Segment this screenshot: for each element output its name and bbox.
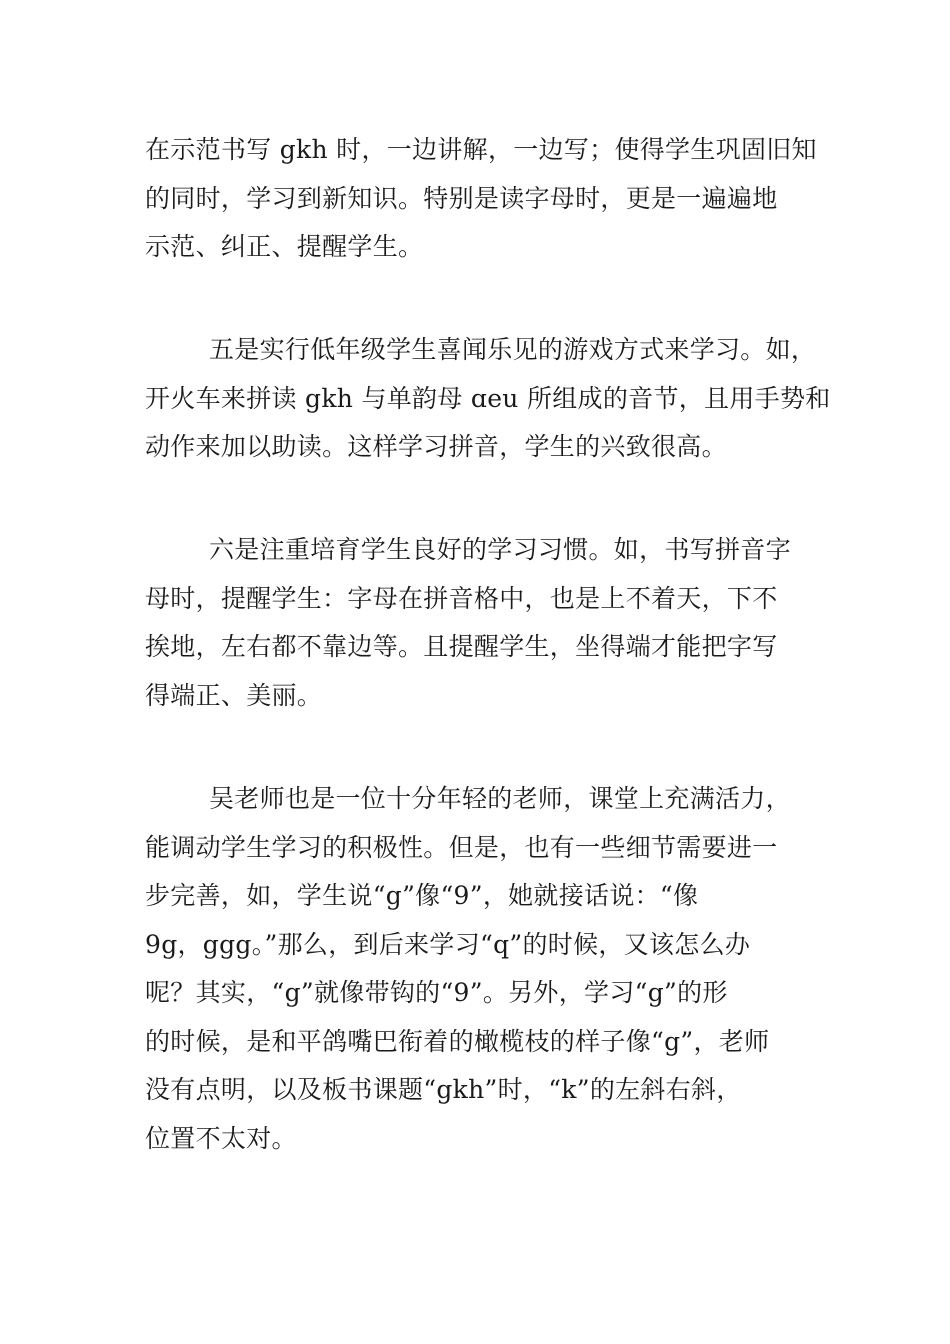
text-line: 挨地，左右都不靠边等。且提醒学生，坐得端才能把字写: [145, 632, 778, 661]
text-line: 母时，提醒学生：字母在拼音格中，也是上不着天，下不: [145, 583, 778, 613]
text-line: 动作来加以助读。这样学习拼音，学生的兴致很高。: [145, 432, 727, 461]
text-line: 六是注重培育学生良好的学习习惯。如，书写拼音字: [209, 535, 791, 564]
paragraph-teacher-wu: [145, 775, 810, 1163]
paragraph-game-learning: [145, 326, 831, 472]
text-line: 9g，ggg。”那么，到后来学习“q”的时候，又该怎么办: [145, 929, 751, 959]
text-line: 开火车来拼读 gkh 与单韵母 ɑeu 所组成的音节，且用手势和: [145, 383, 831, 413]
text-line: 五是实行低年级学生喜闻乐见的游戏方式来学习。如，: [209, 335, 817, 364]
text-line: 呢？其实，“g”就像带钩的“9”。另外，学习“g”的形: [145, 978, 728, 1007]
text-line: 示范、纠正、提醒学生。: [145, 232, 424, 261]
text-line: 得端正、美丽。: [145, 680, 323, 710]
text-line: 步完善，如，学生说“g”像“9”，她就接话说：“像: [145, 881, 699, 910]
text-line: 吴老师也是一位十分年轻的老师，课堂上充满活力，: [209, 784, 791, 813]
paragraph-study-habits: [145, 526, 810, 720]
paragraph-teaching-demo: [145, 126, 817, 272]
text-line: 的同时，学习到新知识。特别是读字母时，更是一遍遍地: [145, 183, 778, 213]
text-line: 在示范书写 gkh 时，一边讲解，一边写；使得学生巩固旧知: [145, 135, 817, 164]
text-line: 位置不太对。: [145, 1123, 297, 1153]
text-line: 没有点明，以及板书课题“gkh”时，“k”的左斜右斜，: [145, 1075, 742, 1104]
text-line: 能调动学生学习的积极性。但是，也有一些细节需要进一: [145, 832, 778, 862]
text-line: 的时候，是和平鸽嘴巴衔着的橄榄枝的样子像“g”，老师: [145, 1026, 770, 1056]
